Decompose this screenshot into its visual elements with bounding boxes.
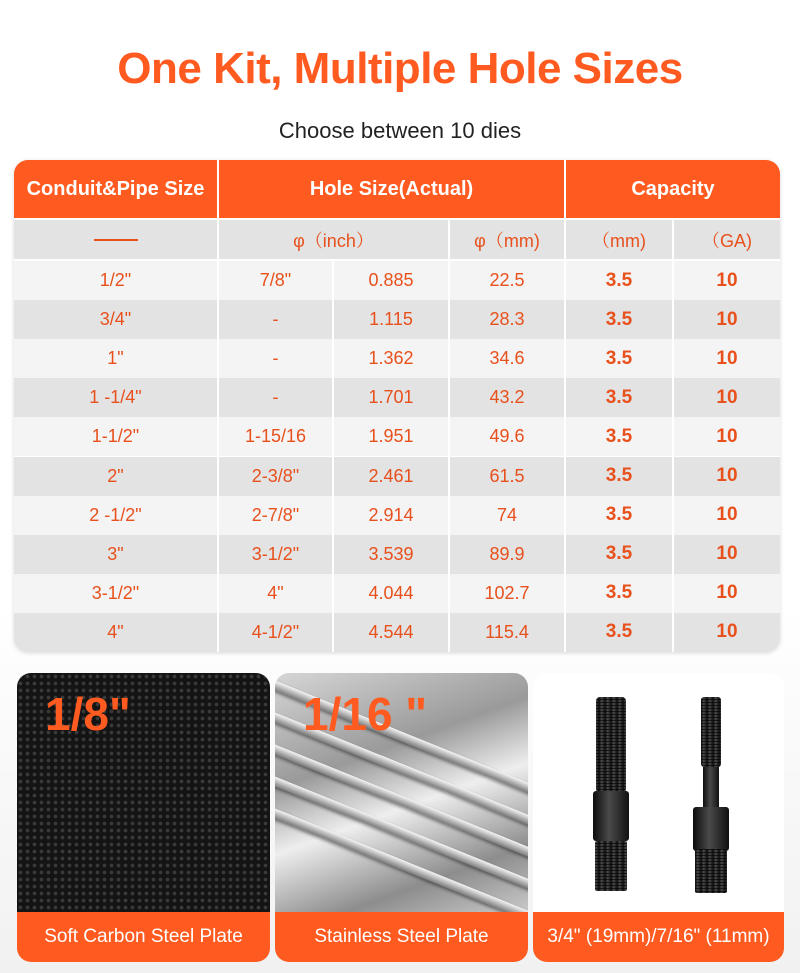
- cell-frac: -: [217, 300, 332, 339]
- cell-inch: 1.951: [332, 417, 448, 456]
- cell-pipe: 4": [107, 621, 124, 642]
- cell-mm: 34.6: [448, 339, 564, 378]
- subheader-mm-phi: φ（mm): [448, 220, 564, 259]
- cell-pipe: 1 -1/4": [89, 387, 142, 408]
- cell-cap-mm: 3.5: [564, 417, 672, 456]
- cell-frac: 3-1/2": [217, 535, 332, 574]
- cell-cap-mm: 3.5: [564, 261, 672, 300]
- cell-inch: 0.885: [332, 261, 448, 300]
- cell-mm: 22.5: [448, 261, 564, 300]
- table-row: [14, 339, 780, 378]
- header-capacity: Capacity: [564, 160, 780, 218]
- stainless-thickness: 1/16 ": [303, 688, 428, 740]
- table-row: [14, 457, 780, 496]
- draw-studs-label: 3/4" (19mm)/7/16" (11mm): [533, 912, 784, 962]
- card-draw-studs: [533, 673, 784, 962]
- carbon-thickness: 1/8": [45, 688, 131, 740]
- cell-cap-mm: 3.5: [564, 613, 672, 652]
- cell-pipe: 3": [107, 543, 124, 564]
- cell-pipe: 3-1/2": [91, 582, 140, 603]
- stainless-label: Stainless Steel Plate: [275, 912, 528, 962]
- cell-ga: 10: [672, 417, 780, 456]
- cell-cap-mm: 3.5: [564, 300, 672, 339]
- card-stainless-steel: [275, 673, 528, 962]
- page-subtitle: Choose between 10 dies: [278, 118, 522, 143]
- subheader-inch: φ（inch）: [217, 220, 448, 259]
- cell-cap-mm: 3.5: [564, 339, 672, 378]
- cell-pipe: 1-1/2": [91, 426, 140, 447]
- cell-inch: 3.539: [332, 535, 448, 574]
- cell-frac: 2-3/8": [217, 457, 332, 496]
- subheader-dash: [14, 220, 217, 259]
- cell-pipe: 1/2": [99, 270, 132, 290]
- cell-ga: 10: [672, 261, 780, 300]
- cell-frac: 1-15/16: [217, 417, 332, 456]
- cell-ga: 10: [672, 613, 780, 652]
- cell-cap-mm: 3.5: [564, 535, 672, 574]
- hole-size-table: [14, 160, 780, 652]
- cell-ga: 10: [672, 496, 780, 535]
- table-row: [14, 261, 780, 300]
- cell-pipe: 2": [107, 465, 124, 486]
- header-conduit: Conduit&Pipe Size: [14, 160, 217, 218]
- table-row: [14, 300, 780, 339]
- cell-cap-mm: 3.5: [564, 457, 672, 496]
- table-row: [14, 417, 780, 456]
- cell-frac: 2-7/8": [217, 496, 332, 535]
- subheader-mm: （mm): [564, 220, 672, 259]
- cell-frac: 7/8": [217, 261, 332, 300]
- cell-inch: 2.461: [332, 457, 448, 496]
- cell-inch: 1.362: [332, 339, 448, 378]
- cell-frac: 4-1/2": [217, 613, 332, 652]
- table-row: [14, 574, 780, 613]
- cell-inch: 4.544: [332, 613, 448, 652]
- cell-ga: 10: [672, 300, 780, 339]
- cell-pipe: 2 -1/2": [89, 504, 142, 525]
- cell-inch: 4.044: [332, 574, 448, 613]
- cell-mm: 89.9: [448, 535, 564, 574]
- cell-ga: 10: [672, 339, 780, 378]
- table-row: [14, 535, 780, 574]
- table-row: [14, 496, 780, 535]
- draw-stud-icon: [533, 673, 784, 912]
- cell-mm: 74: [448, 496, 564, 535]
- cell-frac: -: [217, 378, 332, 417]
- dash-line-icon: [94, 239, 138, 241]
- cell-cap-mm: 3.5: [564, 378, 672, 417]
- cell-mm: 28.3: [448, 300, 564, 339]
- subheader-row: [14, 220, 780, 259]
- cell-inch: 1.701: [332, 378, 448, 417]
- cell-mm: 61.5: [448, 457, 564, 496]
- card-carbon-steel: [17, 673, 270, 962]
- cell-ga: 10: [672, 378, 780, 417]
- cell-mm: 49.6: [448, 417, 564, 456]
- cell-ga: 10: [672, 457, 780, 496]
- cell-inch: 1.115: [332, 300, 448, 339]
- cell-ga: 10: [672, 574, 780, 613]
- cell-frac: 4": [217, 574, 332, 613]
- cell-mm: 43.2: [448, 378, 564, 417]
- header-hole-size: Hole Size(Actual): [217, 160, 564, 218]
- cell-pipe: 1": [107, 348, 124, 369]
- cell-mm: 115.4: [448, 613, 564, 652]
- cell-cap-mm: 3.5: [564, 574, 672, 613]
- draw-studs-image: [533, 673, 784, 912]
- cell-mm: 102.7: [448, 574, 564, 613]
- cell-ga: 10: [672, 535, 780, 574]
- page-title: One Kit, Multiple Hole Sizes: [117, 44, 683, 93]
- cell-pipe: 3/4": [99, 309, 132, 330]
- cell-frac: -: [217, 339, 332, 378]
- subheader-ga: （GA): [672, 220, 780, 259]
- table-row: [14, 378, 780, 417]
- carbon-label: Soft Carbon Steel Plate: [17, 912, 270, 962]
- table-row: [14, 613, 780, 652]
- cell-cap-mm: 3.5: [564, 496, 672, 535]
- cell-inch: 2.914: [332, 496, 448, 535]
